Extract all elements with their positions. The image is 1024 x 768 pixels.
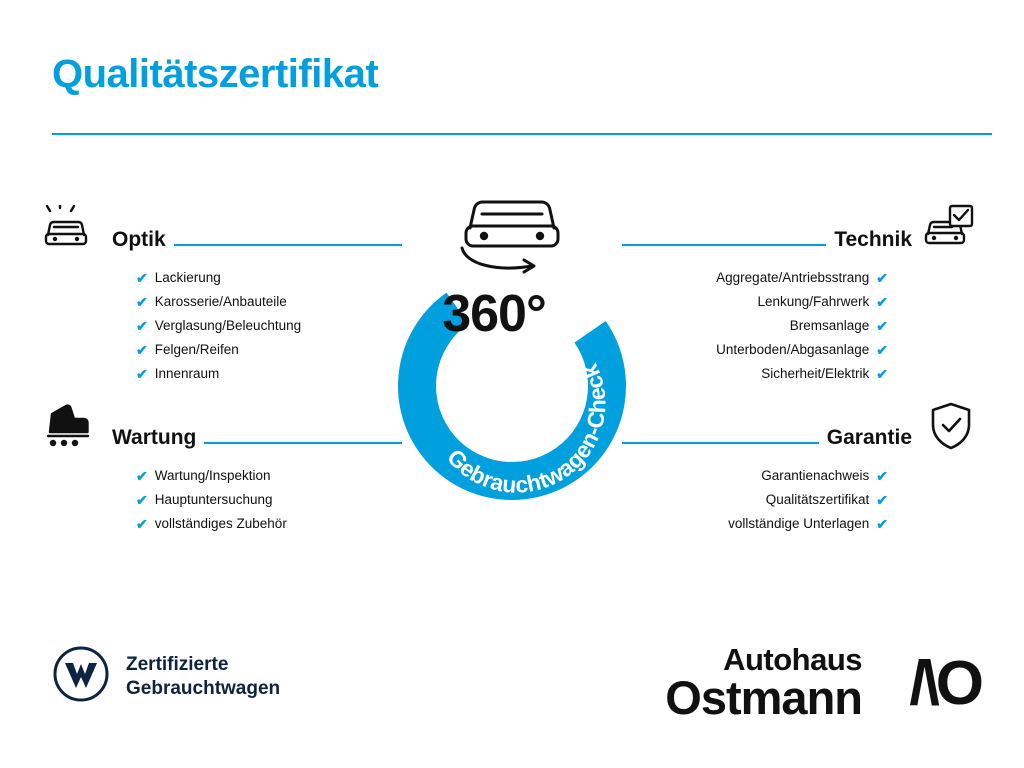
check-icon: ✔ (876, 318, 888, 334)
check-icon: ✔ (876, 294, 888, 310)
list-item (622, 290, 982, 314)
item-label: Bremsanlage (789, 318, 870, 333)
section-title: Technik (834, 228, 912, 251)
list-item (622, 464, 982, 488)
check-icon: ✔ (876, 342, 888, 358)
dealer-name-line1: Autohaus (723, 642, 862, 677)
section-optik (42, 198, 402, 386)
check-icon: ✔ (136, 516, 148, 532)
dealer-logo (560, 640, 980, 732)
section-items (42, 464, 402, 536)
car-inspection-clipboard-icon (920, 202, 982, 254)
item-label: Lenkung/Fahrwerk (757, 294, 870, 309)
vw-line-2: Gebrauchtwagen (126, 677, 281, 699)
list-item (622, 338, 982, 362)
list-item (42, 266, 402, 290)
list-item (622, 512, 982, 536)
list-item (42, 362, 402, 386)
list-item (622, 488, 982, 512)
section-title: Optik (112, 228, 166, 251)
shield-check-icon (920, 400, 982, 452)
item-label: Aggregate/Antriebsstrang (716, 270, 870, 285)
badge-number: 360° (442, 285, 546, 343)
section-items (622, 464, 982, 536)
section-header (42, 198, 402, 254)
section-header (622, 396, 982, 452)
dealer-name-line2: Ostmann (665, 671, 862, 724)
item-label: vollständige Unterlagen (728, 516, 870, 531)
section-technik (622, 198, 982, 386)
car-lift-icon (42, 400, 104, 452)
section-items (42, 266, 402, 386)
check-icon: ✔ (136, 270, 148, 286)
section-wartung (42, 396, 402, 536)
svg-text:Gebrauchtwagen-Check: Gebrauchtwagen-Check (442, 360, 611, 498)
check-badge (370, 190, 654, 510)
check-icon: ✔ (876, 492, 888, 508)
check-icon: ✔ (136, 318, 148, 334)
item-label: Verglasung/Beleuchtung (154, 318, 302, 333)
check-icon: ✔ (136, 492, 148, 508)
item-label: Wartung/Inspektion (154, 468, 271, 483)
check-icon: ✔ (136, 294, 148, 310)
section-header (42, 396, 402, 452)
check-icon: ✔ (876, 270, 888, 286)
check-icon: ✔ (136, 366, 148, 382)
section-title: Garantie (826, 426, 912, 449)
page-title: Qualitätszertifikat (52, 52, 379, 96)
item-label: Hauptuntersuchung (154, 492, 273, 507)
item-label: Karosserie/Anbauteile (154, 294, 287, 309)
list-item (622, 362, 982, 386)
item-label: Garantienachweis (761, 468, 870, 483)
check-icon: ✔ (136, 342, 148, 358)
section-header (622, 198, 982, 254)
item-label: Sicherheit/Elektrik (761, 366, 870, 381)
section-garantie (622, 396, 982, 536)
list-item (622, 314, 982, 338)
item-label: Unterboden/Abgasanlage (716, 342, 870, 357)
list-item (42, 464, 402, 488)
vw-certified-footer (52, 645, 280, 708)
check-icon: ✔ (876, 468, 888, 484)
item-label: Felgen/Reifen (154, 342, 239, 357)
title-divider (52, 133, 992, 135)
dealer-mark-icon: /\O (909, 649, 980, 718)
item-label: Innenraum (154, 366, 220, 381)
list-item (622, 266, 982, 290)
car-polish-icon (42, 202, 104, 254)
list-item (42, 314, 402, 338)
vw-line-1: Zertifizierte (126, 653, 229, 675)
section-items (622, 266, 982, 386)
section-rule (174, 244, 402, 246)
item-label: Lackierung (154, 270, 221, 285)
vw-certified-label (126, 653, 280, 701)
check-icon: ✔ (136, 468, 148, 484)
item-label: vollständiges Zubehör (154, 516, 287, 531)
item-label: Qualitätszertifikat (765, 492, 870, 507)
vw-logo-icon (52, 645, 110, 708)
list-item (42, 512, 402, 536)
check-icon: ✔ (876, 516, 888, 532)
list-item (42, 488, 402, 512)
list-item (42, 338, 402, 362)
list-item (42, 290, 402, 314)
section-title: Wartung (112, 426, 197, 449)
check-icon: ✔ (876, 366, 888, 382)
